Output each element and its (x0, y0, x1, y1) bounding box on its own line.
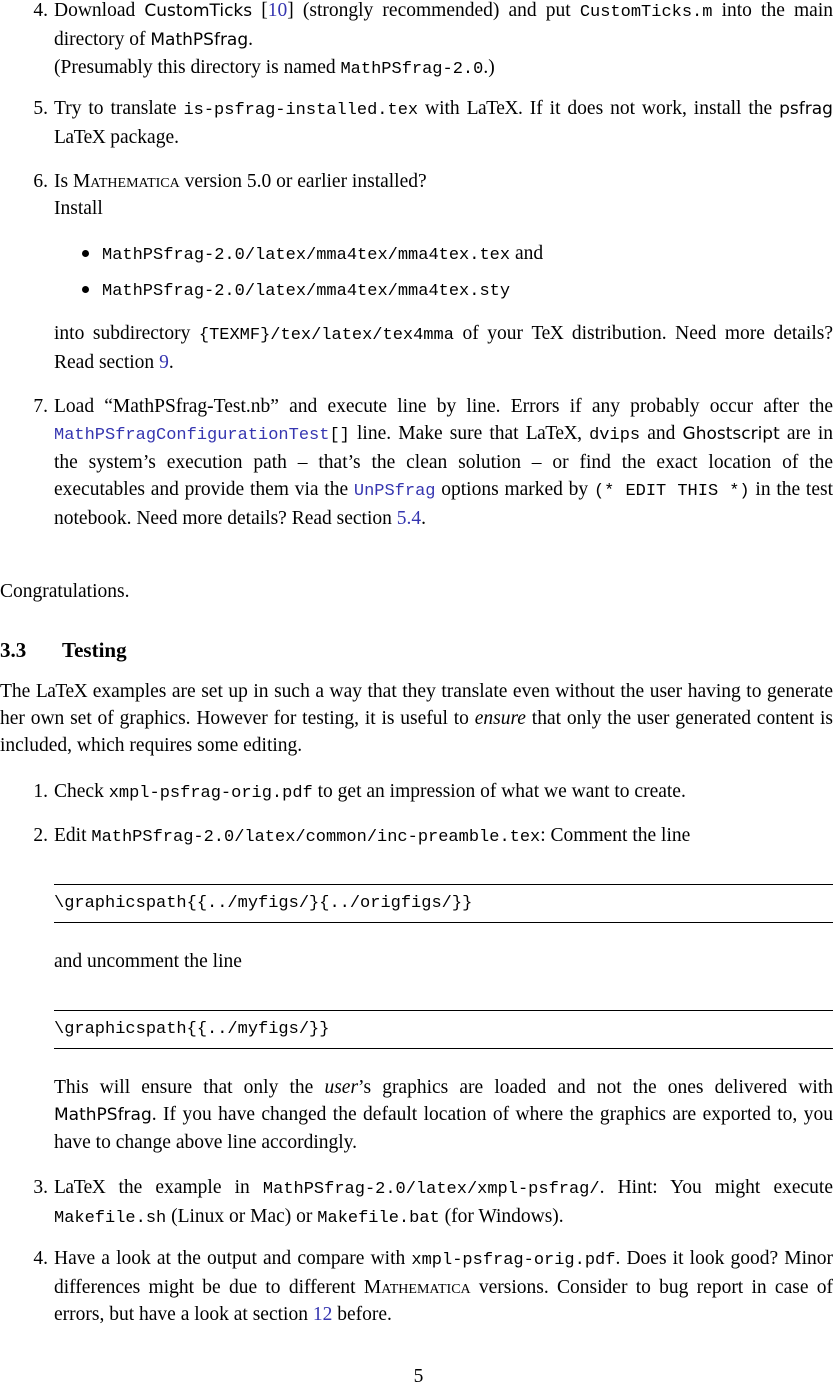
text-segment: package. (105, 127, 179, 148)
text-segment: Mathematica (363, 1277, 471, 1298)
text-segment: and (510, 243, 544, 264)
list-number: 6. (33, 171, 48, 192)
text-segment: before. (332, 1304, 392, 1325)
cross-reference-link[interactable]: 12 (312, 1304, 333, 1325)
divider (54, 884, 833, 885)
text-segment: : Comment the line (540, 825, 691, 846)
text-segment: [ (252, 0, 268, 21)
bullet-icon (82, 250, 89, 257)
text-segment: , (577, 423, 590, 444)
text-segment: . (421, 508, 427, 529)
text-segment: LaTeX (35, 681, 88, 702)
text-segment: the example in (105, 1177, 263, 1198)
list-number: 5. (33, 98, 48, 119)
text-segment: user (324, 1077, 359, 1098)
text-segment: with (418, 98, 467, 119)
divider (54, 922, 833, 923)
text-segment: . Does it look good? Minor differences might be due to different (54, 1248, 834, 1298)
list-item-mathematica-version (54, 168, 833, 222)
list-item-translate-test (54, 95, 833, 151)
section-number: 3.3 (0, 638, 27, 662)
text-segment: TeX (531, 323, 564, 344)
list-item-load-notebook (54, 393, 833, 532)
list-number: 4. (33, 0, 48, 21)
paragraph-uncomment (54, 948, 833, 975)
text-segment: Congratulations. (0, 581, 130, 602)
text-segment: Edit (54, 825, 92, 846)
code-text: \graphicspath{{../myfigs/}{../origfigs/}} (54, 894, 473, 913)
text-segment: CustomTicks (144, 1, 253, 21)
text-segment: MathPSfrag (54, 1105, 152, 1125)
text-segment: LaTeX (54, 127, 106, 148)
code-text: CustomTicks.m (579, 3, 713, 22)
text-segment: options marked by (435, 479, 594, 500)
code-text: (* EDIT THIS *) (593, 482, 750, 501)
code-text: dvips (589, 426, 641, 445)
list-item-edit-preamble (54, 822, 833, 851)
text-segment: Ghostscript (682, 424, 780, 444)
code-text: \graphicspath{{../myfigs/}} (54, 1020, 330, 1039)
code-text: is-psfrag-installed.tex (183, 101, 419, 120)
text-segment: LaTeX (525, 423, 578, 444)
bullet-item (102, 276, 833, 305)
text-segment: MathPSfrag (150, 30, 249, 50)
list-item-download-customticks (54, 0, 833, 83)
code-text: MathPSfrag-2.0 (340, 60, 484, 79)
code-text: xmpl-psfrag-orig.pdf (108, 784, 313, 803)
text-segment: Mathematica (72, 171, 180, 192)
text-segment: This will ensure that only the (54, 1077, 325, 1098)
text-segment: LaTeX (466, 98, 518, 119)
section-title: Testing (62, 638, 127, 662)
text-segment: distribution. Need more details? Read section (54, 323, 833, 373)
list-number: 3. (33, 1177, 48, 1198)
list-item-latex-example (54, 1174, 833, 1232)
text-segment: Load “MathPSfrag-Test.nb” and execute line by line. Errors if any probably occur after the (54, 396, 833, 417)
cross-reference-link[interactable]: 9 (159, 352, 169, 373)
text-segment: Download (54, 0, 145, 21)
divider (54, 1048, 833, 1049)
code-text: xmpl-psfrag-orig.pdf (411, 1251, 616, 1270)
text-segment: (Presumably this directory is named (54, 57, 341, 78)
list-item-compare-output (54, 1245, 833, 1328)
text-segment: . (248, 29, 254, 50)
text-segment: (for Windows). (439, 1206, 564, 1227)
text-segment: and uncomment the line (54, 951, 242, 972)
text-segment: Is (54, 171, 73, 192)
text-segment: . Hint: You might execute (599, 1177, 833, 1198)
text-segment: (Linux or Mac) or (166, 1206, 318, 1227)
cross-reference-link[interactable]: MathPSfragConfigurationTest (54, 426, 330, 445)
text-segment: examples are set up in such a way that they translate even without the user having to generate her own set of graphics. However for testing, it is useful to (0, 681, 833, 729)
bullet-icon (82, 286, 89, 293)
code-text: {TEXMF}/tex/latex/tex4mma (198, 326, 454, 345)
code-text: MathPSfrag-2.0/latex/mma4tex/mma4tex.tex (102, 246, 511, 265)
list-number: 4. (33, 1248, 48, 1269)
code-text: MathPSfrag-2.0/latex/common/inc-preamble.tex (91, 828, 541, 847)
text-segment: ] (strongly recommended) and put (287, 0, 580, 21)
list-number: 1. (33, 781, 48, 802)
page-number: 5 (413, 1366, 424, 1387)
text-segment: into subdirectory (54, 323, 199, 344)
text-segment: ensure (474, 708, 526, 729)
code-line (54, 1014, 833, 1043)
list-number: 2. (33, 825, 48, 846)
text-segment: . If you have changed the default location of where the graphics are exported to, you have to change above line accordingly. (54, 1104, 833, 1153)
bullet-item (102, 240, 833, 269)
text-segment: version 5.0 or earlier installed? (179, 171, 427, 192)
cross-reference-link[interactable]: UnPSfrag (353, 482, 436, 501)
text-segment: . If it does not work, install the (517, 98, 780, 119)
cross-reference-link[interactable]: 10 (267, 0, 288, 21)
text-segment: Install (54, 198, 103, 219)
text-segment: of your (453, 323, 532, 344)
code-text: MathPSfrag-2.0/latex/mma4tex/mma4tex.sty (102, 282, 511, 301)
code-text: Makefile.bat (317, 1209, 440, 1228)
text-segment: are in the system’s execution path – that’s the clean solution – or find the exact location of the executables and provide them via the (54, 423, 833, 500)
text-segment: and (640, 423, 683, 444)
text-segment: in the test notebook. Need more details? Read section (54, 479, 833, 529)
paragraph-subdirectory (54, 320, 833, 376)
text-segment: The (0, 681, 36, 702)
divider (54, 1010, 833, 1011)
text-segment: Check (54, 781, 109, 802)
text-segment: line. Make sure that (349, 423, 526, 444)
paragraph-ensure (54, 1074, 833, 1156)
text-segment: Have a look at the output and compare with (54, 1248, 412, 1269)
cross-reference-link[interactable]: 5.4 (396, 508, 422, 529)
list-item-check-pdf (54, 778, 833, 807)
text-segment: Try to translate (54, 98, 184, 119)
text-segment: . (168, 352, 174, 373)
text-segment: versions. Consider to bug report in case of errors, but have a look at section (54, 1277, 833, 1325)
paragraph-intro (0, 678, 833, 759)
paragraph-congratulations (0, 578, 833, 605)
text-segment: to get an impression of what we want to create. (312, 781, 686, 802)
text-segment: ’s graphics are loaded and not the ones delivered with (358, 1077, 833, 1098)
text-segment: into the main directory of (54, 0, 833, 50)
code-text: MathPSfrag-2.0/latex/xmpl-psfrag/ (262, 1180, 600, 1199)
code-text: Makefile.sh (54, 1209, 167, 1228)
text-segment: that only the user generated content is included, which requires some editing. (0, 708, 833, 756)
code-line (54, 888, 833, 917)
list-number: 7. (33, 396, 48, 417)
code-text: [] (329, 426, 350, 445)
text-segment: LaTeX (54, 1177, 106, 1198)
text-segment: psfrag (779, 99, 833, 119)
text-segment: .) (483, 57, 495, 78)
